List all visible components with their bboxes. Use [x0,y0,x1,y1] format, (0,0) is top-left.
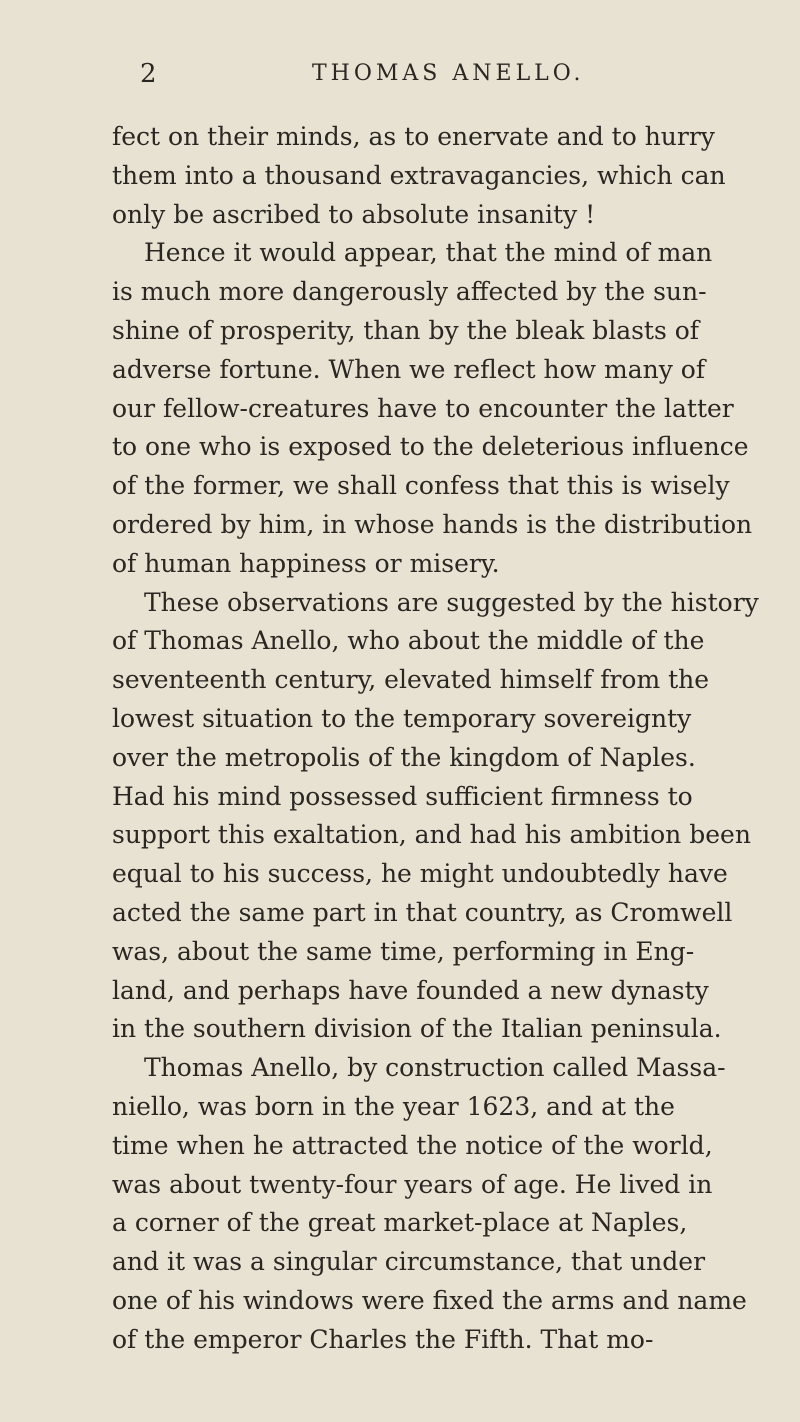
text-line: lowest situation to the temporary sovereignty [112,703,692,733]
page-number: 2 [140,59,157,89]
text-line: only be ascribed to absolute insanity ! [112,199,596,229]
running-head: THOMAS ANELLO. [312,61,585,86]
text-line: equal to his success, he might undoubtedly have [112,859,728,889]
text-line: acted the same part in that country, as Cromwell [112,897,733,927]
text-line: our fellow-creatures have to encounter the latter [112,393,734,423]
text-line: fect on their minds, as to enervate and to hurry [112,122,715,151]
text-line: of Thomas Anello, who about the middle of the [112,626,705,656]
text-line: is much more dangerously affected by the sun- [112,277,707,307]
text-line: of human happiness or misery. [112,548,500,578]
text-line: over the metropolis of the kingdom of Naples. [112,742,696,772]
text-line: adverse fortune. When we reflect how many of [112,354,706,384]
text-line: and it was a singular circumstance, that under [112,1247,706,1277]
text-line: of the former, we shall confess that this is wisely [112,471,730,501]
text-line: to one who is exposed to the deleterious influence [112,432,749,462]
text-line: was about twenty-four years of age. He lived in [112,1169,713,1199]
text-line: a corner of the great market-place at Naples, [112,1208,688,1238]
paragraph-start-line: Hence it would appear, that the mind of man [144,238,713,268]
text-line: of the emperor Charles the Fifth. That mo- [112,1324,654,1354]
text-line: shine of prosperity, than by the bleak blasts of [112,315,700,345]
page-header [112,56,762,92]
body-text [112,118,762,1360]
text-line: time when he attracted the notice of the world, [112,1130,713,1160]
paragraph-start-line: Thomas Anello, by construction called Massa- [144,1053,726,1083]
text-line: niello, was born in the year 1623, and at the [112,1091,675,1121]
text-line: ordered by him, in whose hands is the distribution [112,509,753,539]
paragraph-start-line: These observations are suggested by the history [144,587,759,617]
text-line: them into a thousand extravagancies, which can [112,160,726,190]
text-line: seventeenth century, elevated himself from the [112,665,710,695]
text-line: one of his windows were fixed the arms and name [112,1285,747,1315]
text-line: Had his mind possessed sufficient firmness to [112,781,693,811]
text-line: land, and perhaps have founded a new dynasty [112,975,709,1005]
text-line: support this exaltation, and had his ambition been [112,820,751,850]
text-line: in the southern division of the Italian peninsula. [112,1014,722,1044]
text-line: was, about the same time, performing in Eng- [112,936,695,966]
